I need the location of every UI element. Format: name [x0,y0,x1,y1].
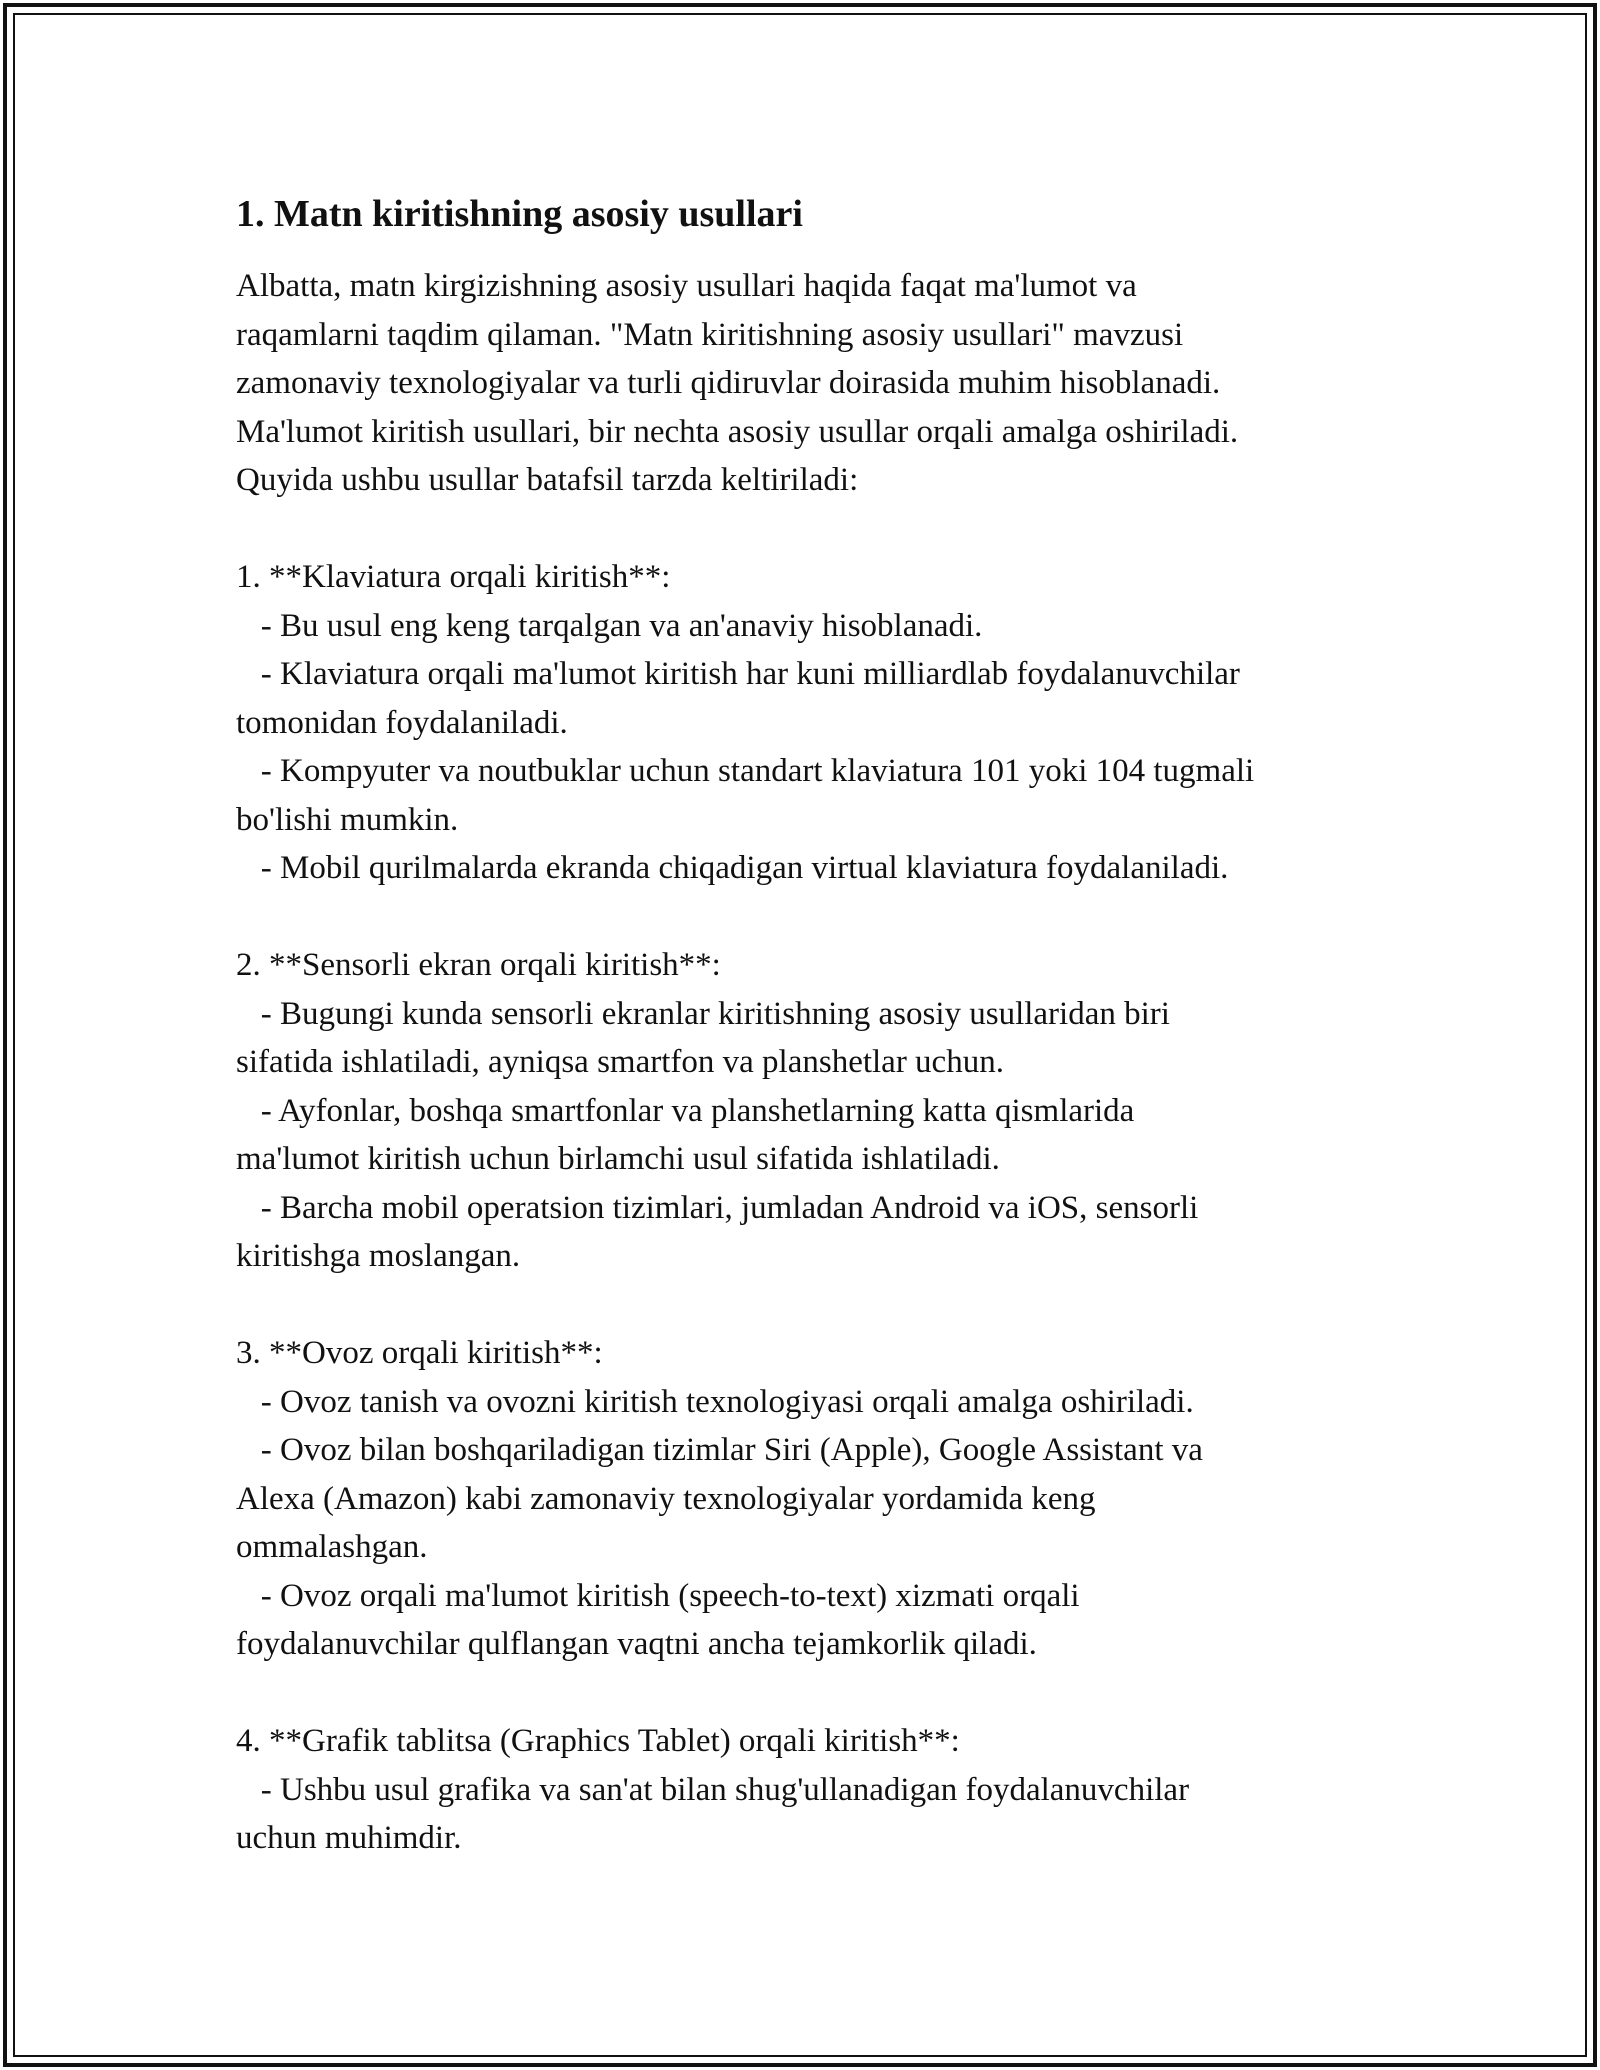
text-line: - Ovoz tanish va ovozni kiritish texnologiyasi orqali amalga oshiriladi. [236,1383,1194,1420]
text-line: - Ovoz bilan boshqariladigan tizimlar Siri (Apple), Google Assistant va [236,1432,1203,1468]
text-line: - Ovoz orqali ma'lumot kiritish (speech-to-text) xizmati orqali [236,1577,1080,1614]
text-line: - Mobil qurilmalarda ekranda chiqadigan virtual klaviatura foydalaniladi. [236,850,1229,886]
text-line: raqamlarni taqdim qilaman. "Matn kiritishning asosiy usullari" mavzusi [236,316,1184,353]
text-line: 1. **Klaviatura orqali kiritish**: [236,559,671,595]
blank-line [236,893,1416,942]
text-line: sifatida ishlatiladi, ayniqsa smartfon va planshetlar uchun. [236,1044,1004,1080]
text-line: Quyida ushbu usullar batafsil tarzda keltiriladi: [236,462,859,498]
text-line: 2. **Sensorli ekran orqali kiritish**: [236,947,721,983]
text-line: - Bu usul eng keng tarqalgan va an'anaviy hisoblanadi. [236,607,983,644]
text-line: Albatta, matn kirgizishning asosiy usullari haqida faqat ma'lumot va [236,268,1137,304]
text-line: - Barcha mobil operatsion tizimlari, jumladan Android va iOS, sensorli [236,1189,1199,1226]
text-line: 3. **Ovoz orqali kiritish**: [236,1335,603,1371]
text-line: ommalashgan. [236,1529,428,1565]
text-line: - Kompyuter va noutbuklar uchun standart klaviatura 101 yoki 104 tugmali [236,753,1255,789]
document-text [236,262,1416,1863]
text-line: 4. **Grafik tablitsa (Graphics Tablet) orqali kiritish**: [236,1723,960,1759]
text-line: - Klaviatura orqali ma'lumot kiritish har kuni milliardlab foydalanuvchilar [236,656,1240,692]
blank-line [236,1669,1416,1718]
text-line: - Ushbu usul grafika va san'at bilan shug'ullanadigan foydalanuvchilar [236,1771,1190,1808]
text-line: Ma'lumot kiritish usullari, bir nechta asosiy usullar orqali amalga oshiriladi. [236,413,1239,450]
text-line: bo'lishi mumkin. [236,801,459,838]
text-line: uchun muhimdir. [236,1820,462,1856]
document-title: 1. Matn kiritishning asosiy usullari [236,193,803,235]
text-line: Alexa (Amazon) kabi zamonaviy texnologiyalar yordamida keng [236,1480,1096,1517]
text-line: - Bugungi kunda sensorli ekranlar kiritishning asosiy usullaridan biri [236,995,1170,1032]
text-line: - Ayfonlar, boshqa smartfonlar va planshetlarning katta qismlarida [236,1092,1135,1129]
text-line: tomonidan foydalaniladi. [236,704,568,741]
document-body [236,186,1416,1863]
blank-line [236,1281,1416,1330]
text-line: kiritishga moslangan. [236,1238,521,1274]
blank-line [236,505,1416,554]
text-line: foydalanuvchilar qulflangan vaqtni ancha tejamkorlik qiladi. [236,1626,1037,1662]
text-line: zamonaviy texnologiyalar va turli qidiruvlar doirasida muhim hisoblanadi. [236,365,1221,401]
text-line: ma'lumot kiritish uchun birlamchi usul sifatida ishlatiladi. [236,1141,1000,1177]
